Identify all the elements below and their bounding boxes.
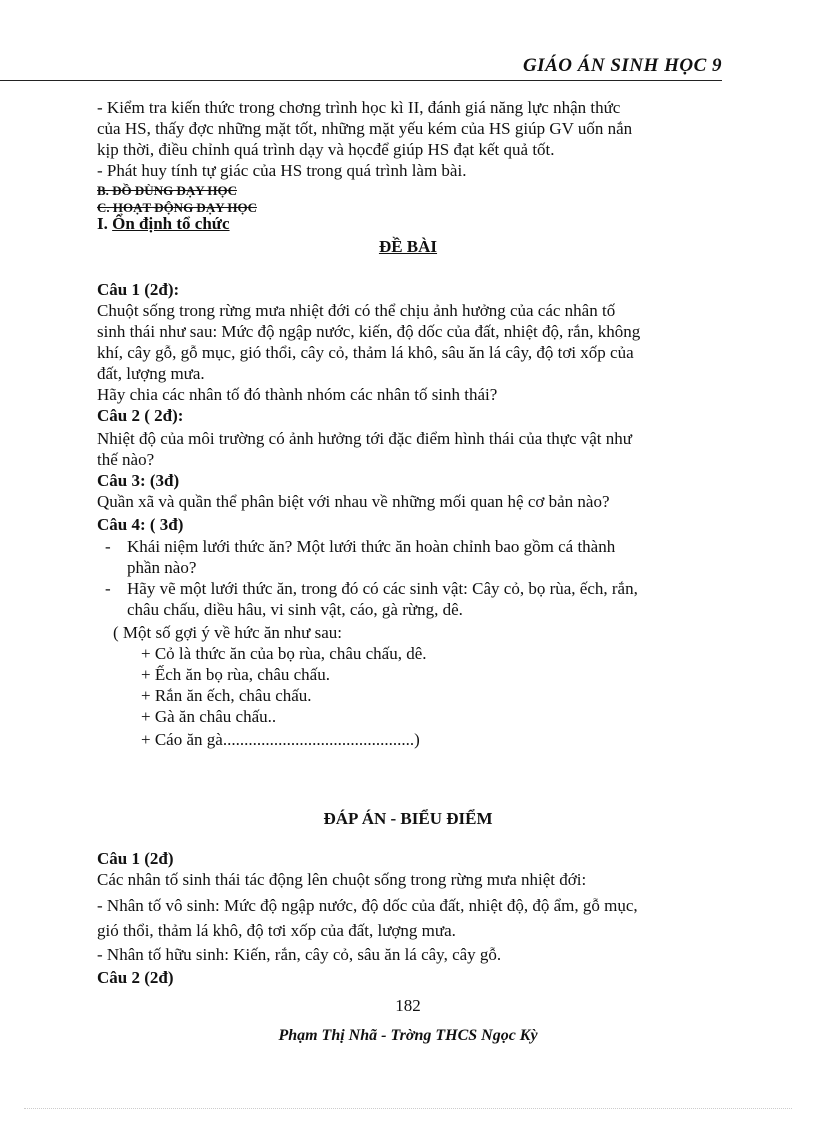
a1-line-1: Các nhân tố sinh thái tác động lên chuột sống trong rừng mưa nhiệt đới: xyxy=(97,870,587,889)
q4-title: Câu 4: ( 3đ) xyxy=(97,515,184,534)
hint-item: + Rắn ăn ếch, châu chấu. xyxy=(141,686,312,705)
hint-item: + Gà ăn châu chấu.. xyxy=(141,707,277,726)
q1-line-1: Chuột sống trong rừng mưa nhiệt đới có thể chịu ảnh hưởng của các nhân tố xyxy=(97,301,616,320)
dap-an-title: ĐÁP ÁN - BIỂU ĐIỂM xyxy=(323,809,493,828)
hint-item: + Cáo ăn gà.............................................) xyxy=(141,730,420,749)
q4-bullet-2-line-2: châu chấu, diều hâu, vi sinh vật, cáo, gà rừng, dê. xyxy=(127,600,463,619)
q2-line-2: thế nào? xyxy=(97,450,155,469)
q4-bullet-1-line-2: phần nào? xyxy=(127,558,197,577)
header-title: GIÁO ÁN SINH HỌC 9 xyxy=(522,55,722,76)
q1-line-3: khí, cây gỗ, gỗ mục, gió thổi, cây cỏ, thảm lá khô, sâu ăn lá cây, độ tơi xốp của xyxy=(97,343,634,362)
q4-bullet-1-dash: - xyxy=(105,537,111,556)
q1-title: Câu 1 (2đ): xyxy=(97,280,180,299)
a1-title: Câu 1 (2đ) xyxy=(97,849,174,868)
page-header xyxy=(0,55,722,81)
intro-line-1: - Kiểm tra kiến thức trong chơng trình học kì II, đánh giá năng lực nhận thức xyxy=(97,98,621,117)
hint-item: + Ếch ăn bọ rùa, châu chấu. xyxy=(141,665,330,684)
intro-line-3: kịp thời, điều chỉnh quá trình dạy và họcđể giúp HS đạt kết quả tốt. xyxy=(97,140,555,159)
q3-title: Câu 3: (3đ) xyxy=(97,471,180,490)
a1-line-2: - Nhân tố vô sinh: Mức độ ngập nước, độ dốc của đất, nhiệt độ, độ ẩm, gỗ mục, xyxy=(97,896,638,915)
a1-line-3: gió thổi, thảm lá khô, độ tơi xốp của đất, lượng mưa. xyxy=(97,921,456,940)
a1-line-4: - Nhân tố hữu sinh: Kiến, rắn, cây cỏ, sâu ăn lá cây, cây gỗ. xyxy=(97,945,502,964)
hint-item: + Cỏ là thức ăn của bọ rùa, châu chấu, dê. xyxy=(141,644,427,663)
de-bai-title: ĐỀ BÀI xyxy=(378,237,438,256)
section-b-heading: B. ĐỒ DÙNG DẠY HỌC xyxy=(97,183,237,198)
q3-line-1: Quần xã và quần thể phân biệt với nhau về những mối quan hệ cơ bản nào? xyxy=(97,492,610,511)
section-i-text: Ổn định tổ chức xyxy=(112,214,230,233)
hint-intro: ( Một số gợi ý về hức ăn như sau: xyxy=(113,623,343,642)
q4-bullet-1-line-1: Khái niệm lưới thức ăn? Một lưới thức ăn hoàn chỉnh bao gồm cá thành xyxy=(127,537,616,556)
section-i-number: I. xyxy=(97,214,108,233)
intro-line-2: của HS, thấy đợc những mặt tốt, những mặt yếu kém của HS giúp GV uốn nắn xyxy=(97,119,633,138)
a2-title: Câu 2 (2đ) xyxy=(97,968,174,987)
intro-line-4: - Phát huy tính tự giác của HS trong quá trình làm bài. xyxy=(97,161,467,180)
section-i-heading xyxy=(97,213,230,234)
q1-line-4: đất, lượng mưa. xyxy=(97,364,205,383)
section-c-heading: C. HOẠT ĐỘNG DẠY HỌC xyxy=(97,200,257,215)
q1-line-5: Hãy chia các nhân tố đó thành nhóm các nhân tố sinh thái? xyxy=(97,385,498,404)
q4-bullet-2-dash: - xyxy=(105,579,111,598)
q2-title: Câu 2 ( 2đ): xyxy=(97,406,184,425)
page-number: 182 xyxy=(395,996,421,1015)
q2-line-1: Nhiệt độ của môi trường có ảnh hưởng tới đặc điểm hình thái của thực vật như xyxy=(97,429,632,448)
bottom-divider xyxy=(24,1108,792,1109)
q1-line-2: sinh thái như sau: Mức độ ngập nước, kiến, độ dốc của đất, nhiệt độ, rắn, không xyxy=(97,322,641,341)
q4-bullet-2-line-1: Hãy vẽ một lưới thức ăn, trong đó có các sinh vật: Cây cỏ, bọ rùa, ếch, rắn, xyxy=(127,579,638,598)
footer-author: Phạm Thị Nhã - Trờng THCS Ngọc Kỳ xyxy=(278,1027,538,1044)
